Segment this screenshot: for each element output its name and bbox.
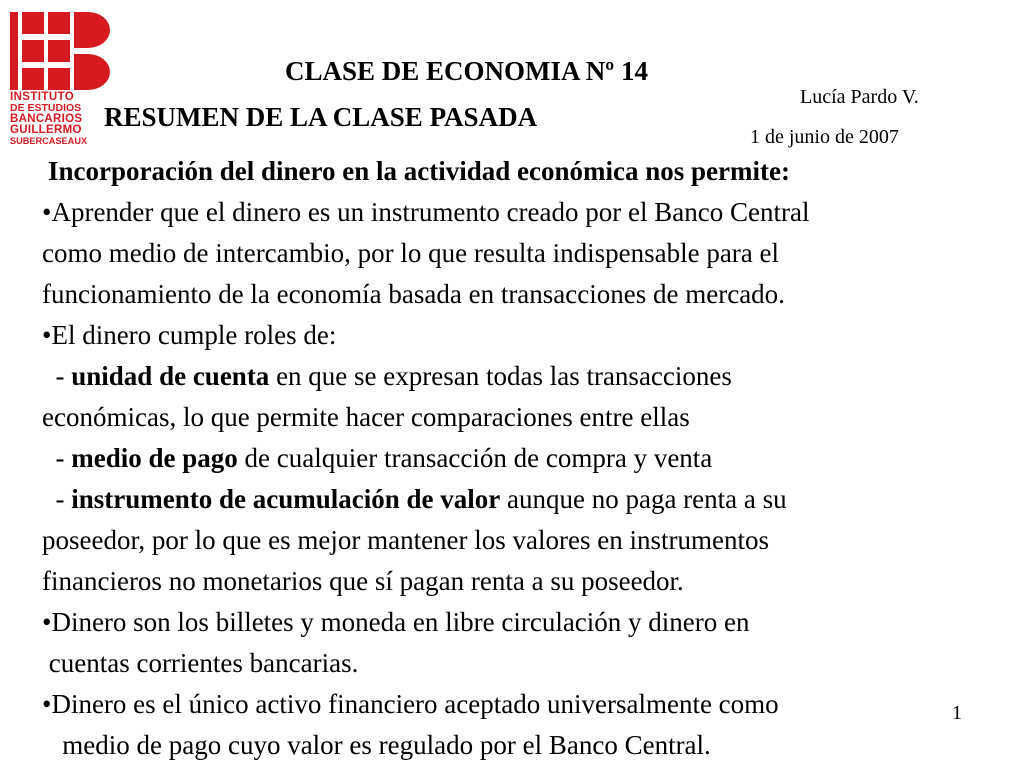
body-line: financieros no monetarios que sí pagan renta a su poseedor. <box>42 566 684 596</box>
slide-date: 1 de junio de 2007 <box>750 126 899 148</box>
role-term: medio de pago <box>71 443 238 473</box>
logo-line: BANCARIOS <box>10 113 83 125</box>
role-prefix: - <box>42 484 72 514</box>
role-item <box>42 438 1022 479</box>
body-line: •Dinero es el único activo financiero aceptado universalmente como <box>42 689 779 719</box>
logo-line: GUILLERMO <box>10 124 82 136</box>
page-number: 1 <box>952 702 962 724</box>
slide-body <box>42 151 1022 766</box>
role-item <box>42 356 1022 397</box>
slide-subtitle: RESUMEN DE LA CLASE PASADA <box>104 102 538 132</box>
role-text: aunque no paga renta a su <box>500 484 787 514</box>
logo-line: DE ESTUDIOS <box>10 102 82 114</box>
body-line: •Aprender que el dinero es un instrumento creado por el Banco Central <box>42 197 810 227</box>
role-text: de cualquier transacción de compra y venta <box>237 443 713 473</box>
role-text: en que se expresan todas las transacciones <box>269 361 732 391</box>
role-item <box>42 479 1022 520</box>
logo-mark-icon <box>10 12 110 90</box>
role-term: unidad de cuenta <box>71 361 270 391</box>
body-line: medio de pago cuyo valor es regulado por el Banco Central. <box>42 730 711 760</box>
lead-heading: Incorporación del dinero en la actividad económica nos permite: <box>48 156 790 186</box>
role-term: instrumento de acumulación de valor <box>71 484 501 514</box>
role-prefix: - <box>42 443 72 473</box>
institute-logo <box>10 12 110 147</box>
logo-wordmark <box>10 92 110 147</box>
body-line: funcionamiento de la economía basada en transacciones de mercado. <box>42 279 785 309</box>
logo-line: SUBERCASEAUX <box>10 136 88 146</box>
body-line: como medio de intercambio, por lo que resulta indispensable para el <box>42 238 780 268</box>
role-prefix: - <box>42 361 72 391</box>
slide-title: CLASE DE ECONOMIA Nº 14 <box>285 56 648 86</box>
body-line: cuentas corrientes bancarias. <box>42 648 359 678</box>
body-line: poseedor, por lo que es mejor mantener los valores en instrumentos <box>42 525 769 555</box>
body-line: •El dinero cumple roles de: <box>42 320 337 350</box>
logo-line: INSTITUTO <box>10 91 75 103</box>
body-line: •Dinero son los billetes y moneda en libre circulación y dinero en <box>42 607 750 637</box>
body-line: económicas, lo que permite hacer comparaciones entre ellas <box>42 402 690 432</box>
author-name: Lucía Pardo V. <box>800 86 919 108</box>
